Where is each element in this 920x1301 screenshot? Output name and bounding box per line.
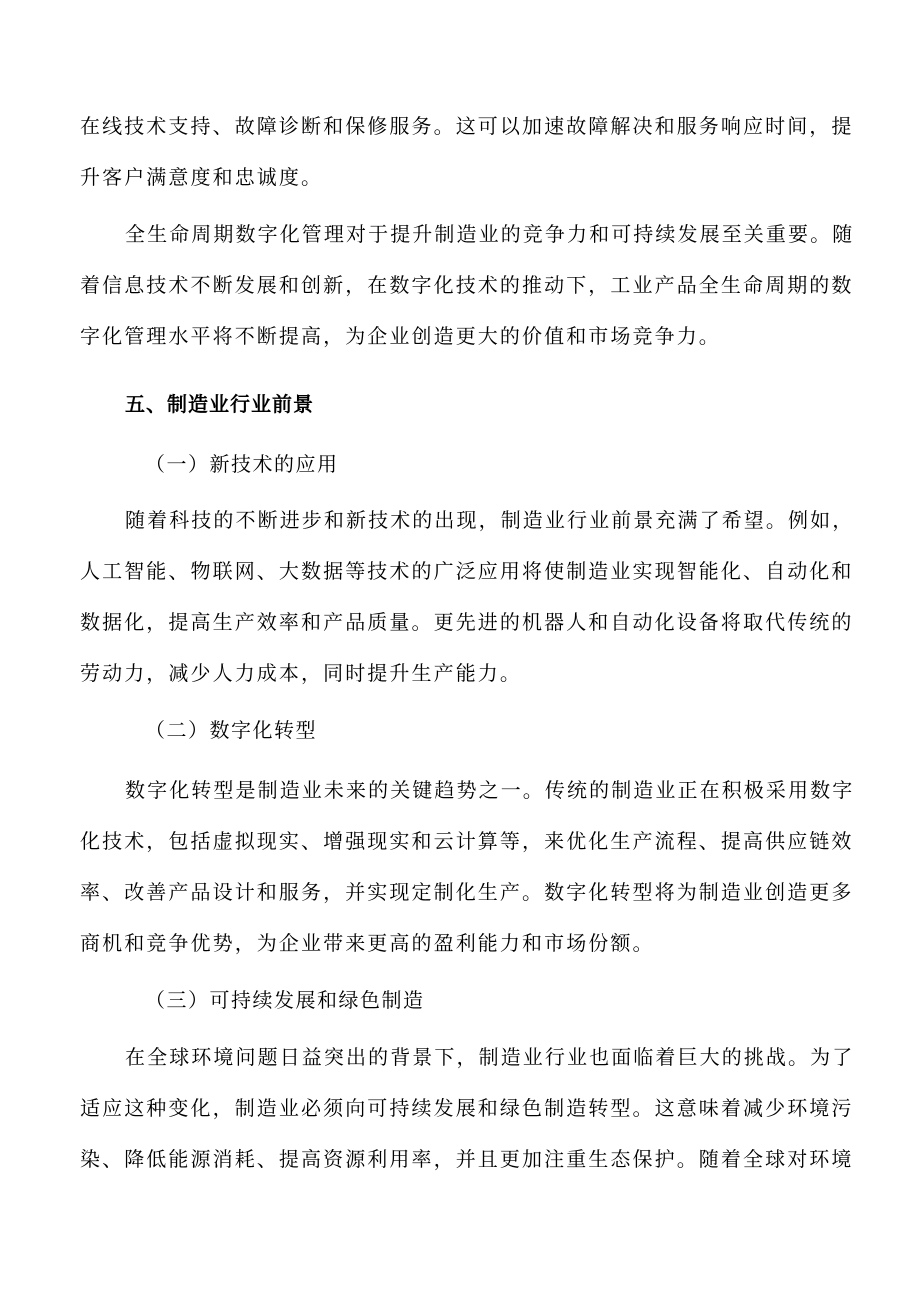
text-line: 着信息技术不断发展和创新，在数字化技术的推动下，工业产品全生命周期的数 [80,273,854,297]
text-line: 人工智能、物联网、大数据等技术的广泛应用将使制造业实现智能化、自动化和 [80,559,854,583]
text-line: 商机和竞争优势，为企业带来更高的盈利能力和市场份额。 [80,931,655,955]
text-line: 化技术，包括虚拟现实、增强现实和云计算等，来优化生产流程、提高供应链效 [80,829,854,853]
text-line: 率、改善产品设计和服务，并实现定制化生产。数字化转型将为制造业创造更多 [80,880,854,904]
text-line: 随着科技的不断进步和新技术的出现，制造业行业前景充满了希望。例如， [125,508,855,532]
section-heading-text: 五、制造业行业前景 [125,392,314,416]
subsection-heading-text: （二）数字化转型 [145,718,317,742]
subsection-heading-text: （一）新技术的应用 [145,452,339,476]
text-line: 升客户满意度和忠诚度。 [80,165,324,189]
text-line: 数字化转型是制造业未来的关键趋势之一。传统的制造业正在积极采用数字 [125,778,855,802]
text-line: 适应这种变化，制造业必须向可持续发展和绿色制造转型。这意味着减少环境污 [80,1096,854,1120]
text-line: 劳动力，减少人力成本，同时提升生产能力。 [80,661,522,685]
text-line: 全生命周期数字化管理对于提升制造业的竞争力和可持续发展至关重要。随 [125,222,855,246]
text-line: 字化管理水平将不断提高，为企业创造更大的价值和市场竞争力。 [80,324,721,348]
text-line: 在线技术支持、故障诊断和保修服务。这可以加速故障解决和服务响应时间，提 [80,114,854,138]
text-line: 数据化，提高生产效率和产品质量。更先进的机器人和自动化设备将取代传统的 [80,610,854,634]
text-line: 染、降低能源消耗、提高资源利用率，并且更加注重生态保护。随着全球对环境 [80,1147,854,1171]
text-line: 在全球环境问题日益突出的背景下，制造业行业也面临着巨大的挑战。为了 [125,1045,855,1069]
subsection-heading-text: （三）可持续发展和绿色制造 [145,988,425,1012]
